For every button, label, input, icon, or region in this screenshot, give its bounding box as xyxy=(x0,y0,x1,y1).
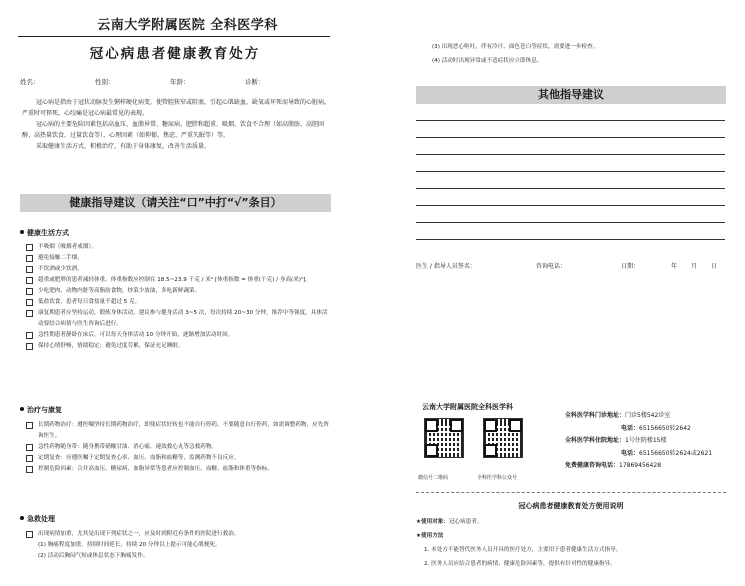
lifestyle-heading xyxy=(20,228,69,238)
continued-item: (4) 活动时出现异常或不适症状应立即休息。 xyxy=(432,58,543,64)
list-item: 控制危险因素：合并高血压、糖尿病、血脂异常等患者应控制血压、血糖、血脂和体重等指标。 xyxy=(26,464,332,475)
write-line xyxy=(416,222,725,223)
contact-info xyxy=(565,410,735,473)
checkbox[interactable] xyxy=(26,455,33,462)
list-item: (1) 胸痛程度加重，持续时间延长，持续 20 分钟以上提示可能心肌梗死。 xyxy=(38,542,221,548)
consult-phone: 咨询电话： xyxy=(536,263,567,270)
usage-step: 1. 本处方不能替代医务人员开具的医疗处方，主要用于患者健康生活方式指导。 xyxy=(424,547,622,553)
day-label: 日 xyxy=(711,263,718,270)
list-item: 急性期患者静卧在床后，可以每天身体活动 10 分钟开始，逐渐增加活动时间。 xyxy=(26,330,332,341)
qr-code-icon xyxy=(483,418,523,458)
usage-method-label: ★使用方法 xyxy=(416,533,444,539)
checkbox[interactable] xyxy=(26,288,33,295)
checkbox[interactable] xyxy=(26,422,33,429)
list-item: 超重或肥胖的患者减轻体重。体重指数应控制在 18.5~23.9 千克 / 米² [体重指数 = 体重(千克) / 身高(米)²]。 xyxy=(26,275,332,286)
contact-row: 电话：65156650转2642 xyxy=(621,424,691,432)
guidance-banner: 健康指导建议（请关注“口”中打“√”条目） xyxy=(20,194,331,212)
gender-field: 性别： xyxy=(95,78,115,86)
list-item: 不饮酒或少饮酒。 xyxy=(26,264,332,275)
contact-row: 免费健康咨询电话：17869456428 xyxy=(565,462,662,469)
age-field: 年龄： xyxy=(170,78,190,86)
checkbox[interactable] xyxy=(26,244,33,251)
list-item: 少吃肥肉、动物内脏等高脂肪食物，炒菜少放油，多吃新鲜蔬菜。 xyxy=(26,286,332,297)
other-guidance-banner: 其他指导建议 xyxy=(416,86,726,104)
list-item: 康复期患者应坚持运动，锻炼身体活动，建议参与健身活动 3~5 次，每次持续 20~30 分钟，推荐中等强度，具体活动要结合病情与医生咨询后进行。 xyxy=(26,308,332,330)
qr-code-icon xyxy=(424,418,464,458)
qr-caption: 微信号二维码 xyxy=(418,475,449,481)
hospital-name: 云南大学附属医院 全科医学科 xyxy=(97,18,278,33)
intro-paragraph: 冠心病是指由于冠状动脉发生粥样硬化病变，使管腔狭窄或阻塞，引起心肌缺血、缺氧或坏死而导致的心脏病，严重时可猝死。心绞痛是冠心病最常见的表现。 xyxy=(22,99,331,117)
intro-paragraph: 采取健康生活方式，积极治疗，有助于身体康复，改善生活质量。 xyxy=(36,143,211,150)
write-line xyxy=(416,239,725,240)
treatment-list xyxy=(26,420,332,475)
list-item: 不吸烟（吸烟者戒烟）。 xyxy=(26,242,332,253)
write-line xyxy=(416,120,725,121)
bullet-icon xyxy=(20,516,24,520)
write-line xyxy=(416,154,725,155)
intro-text xyxy=(22,97,332,152)
checkbox[interactable] xyxy=(26,343,33,350)
lifestyle-list xyxy=(26,242,332,352)
checkbox[interactable] xyxy=(26,444,33,451)
prescription-title: 冠心病患者健康教育处方 xyxy=(89,46,261,62)
treatment-heading xyxy=(20,405,62,415)
list-item: 出现病情加重，尤其是出现下列症状之一，应及时到附近有条件的医院进行救治。 xyxy=(26,529,332,540)
checkbox[interactable] xyxy=(26,310,33,317)
write-line xyxy=(416,188,725,189)
instructions-title: 冠心病患者健康教育处方使用说明 xyxy=(518,502,624,510)
emergency-heading xyxy=(20,514,55,524)
checkbox[interactable] xyxy=(26,299,33,306)
month-label: 月 xyxy=(691,263,698,270)
checkbox[interactable] xyxy=(26,332,33,339)
doctor-signature: 医生 / 指导人员签名： xyxy=(416,263,476,270)
treatment-title: 治疗与康复 xyxy=(27,406,62,414)
list-item: 急性药物随身带：随身携带硝酸甘油、消心痛、速效救心丸等急救药物。 xyxy=(26,442,332,453)
write-line xyxy=(416,205,725,206)
list-item: 避免接触二手烟。 xyxy=(26,253,332,264)
logo-text: 云南大学附属医院全科医学科 xyxy=(422,403,513,411)
emergency-list xyxy=(26,529,332,562)
checkbox[interactable] xyxy=(26,255,33,262)
checkbox[interactable] xyxy=(26,531,33,538)
list-item: 低盐饮食，患者每日食盐量不超过 5 克。 xyxy=(26,297,332,308)
list-item: 保持心情舒畅，情绪稳定；避免过度劳累，保证充足睡眠。 xyxy=(26,341,332,352)
contact-row: 全科医学科门诊地址：门诊5楼542诊室 xyxy=(565,412,671,419)
usage-target: ★使用对象：冠心病患者。 xyxy=(416,519,483,525)
list-item: (2) 活动后胸闷气短或休息状态下胸痛发作。 xyxy=(38,553,149,559)
intro-paragraph: 冠心病的主要危险因素包括高血压、血脂异常、糖尿病、肥胖和超重、吸烟、饮食不合理（如高脂肪、高胆固醇、高热量饮食，过量饮食等）、心理因素（如抑郁、焦虑、严重失眠等）等。 xyxy=(22,121,325,139)
contact-row: 电话：65156650转2624或2621 xyxy=(621,449,713,457)
name-field: 姓名： xyxy=(20,78,40,86)
date-label: 日期： xyxy=(621,263,640,270)
year-label: 年 xyxy=(671,263,678,270)
diagnosis-field: 诊断： xyxy=(245,78,265,86)
list-item: 长期药物治疗：遵医嘱坚持长期药物治疗，即使症状好转也不能自行停药，不要随意自行停药，如需调整药物，应先咨询医生。 xyxy=(26,420,332,442)
write-line xyxy=(416,137,725,138)
qr-caption: 全科医学科公众号 xyxy=(477,475,518,481)
signature-row xyxy=(416,261,726,270)
bullet-icon xyxy=(20,230,24,234)
emergency-title: 急救处理 xyxy=(27,515,55,523)
continued-item: (3) 出现恶心呕吐，伴有冷汗、面色苍白等症状，需要进一步检查。 xyxy=(432,44,599,50)
divider xyxy=(18,36,330,37)
wechat-qr[interactable] xyxy=(424,418,464,458)
write-line xyxy=(416,171,725,172)
usage-step: 2. 医务人员应结合患者的病情、健康危险因素等，提供有针对性的健康指导。 xyxy=(424,561,616,567)
patient-fields xyxy=(20,77,330,86)
account-qr[interactable] xyxy=(483,418,523,458)
contact-row: 全科医学科住院地址：1号住院楼15楼 xyxy=(565,437,667,444)
lifestyle-title: 健康生活方式 xyxy=(27,229,69,237)
bullet-icon xyxy=(20,407,24,411)
dashed-divider xyxy=(416,492,726,493)
checkbox[interactable] xyxy=(26,266,33,273)
checkbox[interactable] xyxy=(26,466,33,473)
list-item: 定期复查：应遵医嘱于定期复查心率、血压、血脂和血糖等，监测药物不良反应。 xyxy=(26,453,332,464)
checkbox[interactable] xyxy=(26,277,33,284)
